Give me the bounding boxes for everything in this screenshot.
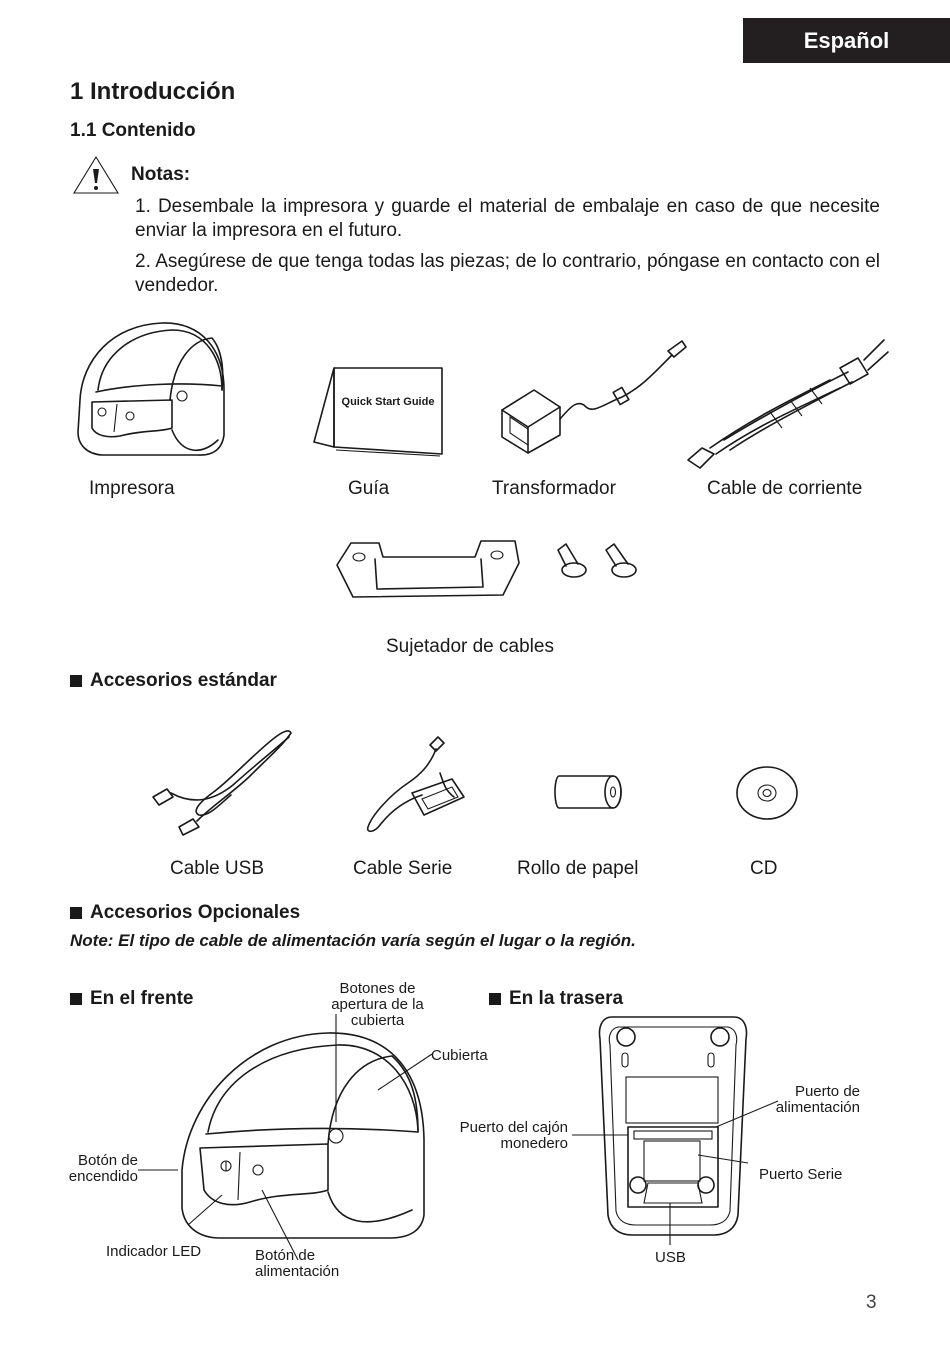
bullet-square-icon bbox=[70, 907, 82, 919]
cable-holder-caption: Sujetador de cables bbox=[386, 636, 554, 657]
label-cash-drawer-port: Puerto del cajón monedero bbox=[459, 1119, 568, 1152]
power-cable-illustration bbox=[680, 330, 895, 475]
contents-item-guide: Guía bbox=[348, 478, 390, 499]
front-heading-text: En el frente bbox=[90, 988, 194, 1009]
power-cable-note: Note: El tipo de cable de alimentación varía según el lugar o la región. bbox=[70, 931, 636, 950]
bullet-square-icon bbox=[70, 675, 82, 687]
contents-item-power-cable: Cable de corriente bbox=[707, 478, 863, 499]
adapter-illustration bbox=[492, 335, 692, 460]
serial-cable-illustration bbox=[360, 735, 475, 835]
section-title: 1 Introducción bbox=[70, 78, 236, 105]
label-serial-port: Puerto Serie bbox=[759, 1166, 843, 1183]
subsection-title: 1.1 Contenido bbox=[70, 120, 196, 141]
front-heading bbox=[70, 988, 193, 1010]
cd-illustration bbox=[735, 765, 799, 821]
note-item-1: 1. Desembale la impresora y guarde el material de embalaje en caso de que necesite enviar la impresora en el futuro. bbox=[135, 196, 880, 241]
standard-accessories-heading bbox=[70, 670, 277, 692]
optional-accessories-heading bbox=[70, 902, 300, 924]
label-cover-buttons: Botones de apertura de la cubierta bbox=[331, 980, 424, 1029]
accessory-serial-cable: Cable Serie bbox=[353, 858, 453, 879]
guide-illustration bbox=[312, 362, 447, 462]
usb-cable-illustration bbox=[143, 725, 298, 837]
accessory-usb-cable: Cable USB bbox=[170, 858, 264, 879]
screws-illustration bbox=[552, 540, 644, 580]
label-led: Indicador LED bbox=[106, 1243, 202, 1260]
label-power-port: Puerto de alimentación bbox=[775, 1083, 860, 1116]
printer-illustration bbox=[72, 320, 232, 460]
label-cover: Cubierta bbox=[431, 1047, 488, 1064]
bullet-square-icon bbox=[489, 993, 501, 1005]
contents-item-printer: Impresora bbox=[89, 478, 175, 499]
label-usb: USB bbox=[655, 1249, 686, 1266]
back-heading-text: En la trasera bbox=[509, 988, 624, 1009]
printer-front-diagram bbox=[178, 1030, 428, 1240]
guide-cover-text: Quick Start Guide bbox=[341, 396, 435, 408]
notes-title: Notas: bbox=[131, 164, 191, 185]
paper-roll-illustration bbox=[553, 774, 623, 810]
accessory-cd: CD bbox=[750, 858, 778, 879]
accessory-paper-roll: Rollo de papel bbox=[517, 858, 639, 879]
note-item-2: 2. Asegúrese de que tenga todas las piezas; de lo contrario, póngase en contacto con el vendedor. bbox=[135, 251, 880, 296]
optional-accessories-heading-text: Accesorios Opcionales bbox=[90, 902, 301, 923]
label-feed-button: Botón de alimentación bbox=[255, 1247, 340, 1280]
standard-accessories-heading-text: Accesorios estándar bbox=[90, 670, 277, 691]
label-power-switch: Botón de encendido bbox=[68, 1152, 138, 1185]
back-heading bbox=[489, 988, 623, 1010]
bullet-square-icon bbox=[70, 993, 82, 1005]
warning-icon bbox=[72, 155, 120, 195]
cable-holder-illustration bbox=[333, 535, 523, 605]
language-tab: Español bbox=[743, 18, 950, 63]
contents-item-transformer: Transformador bbox=[492, 478, 616, 499]
page-number: 3 bbox=[866, 1292, 877, 1313]
printer-back-diagram bbox=[598, 1015, 748, 1237]
